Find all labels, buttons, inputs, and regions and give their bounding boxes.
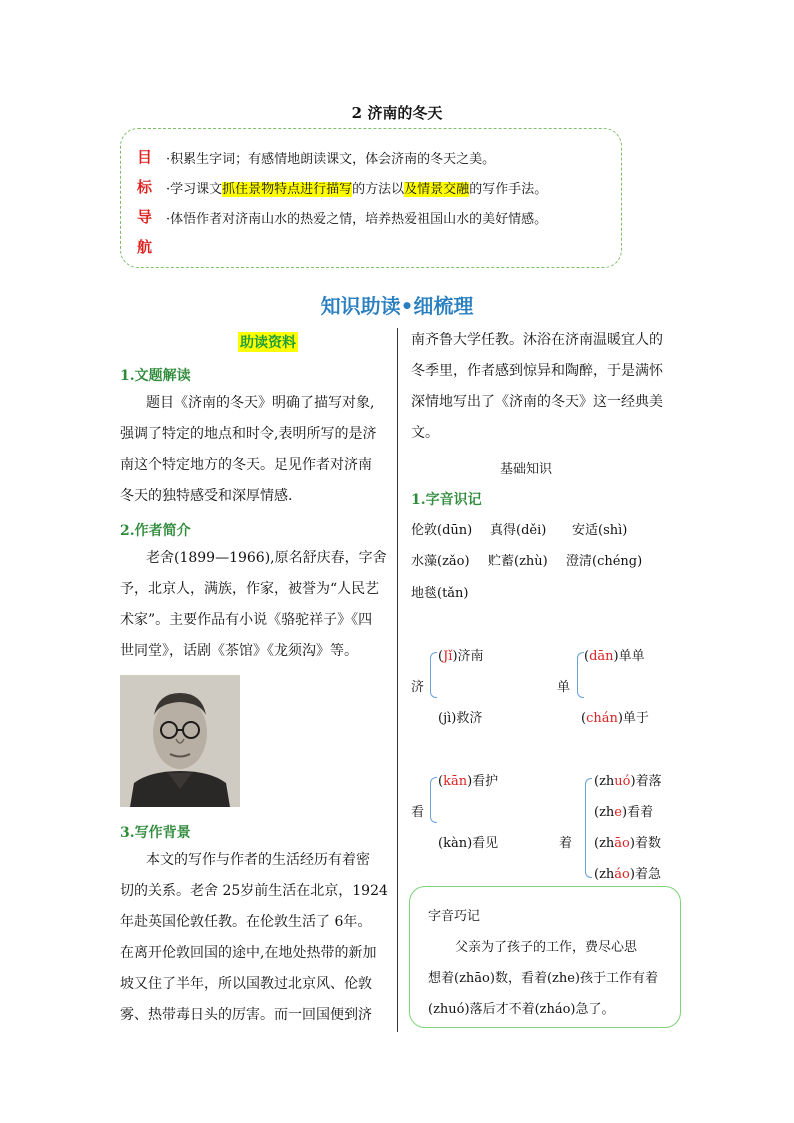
poly-dan-2 [581, 707, 649, 726]
poly-dan-char: 单 [557, 680, 571, 695]
poly-kan-bracket [430, 777, 437, 823]
para-3-line-2: 切的关系。老舍 25岁前生活在北京，1924 [120, 883, 388, 899]
poly-dan-2-open: ( [581, 711, 587, 726]
poly-ji-1 [438, 645, 484, 664]
poly-zhe-3-word: )着数 [629, 836, 661, 851]
poly-dan-1-open: ( [584, 649, 590, 664]
goal-line-3: ·体悟作者对济南山水的热爱之情，培养热爱祖国山水的美好情感。 [166, 212, 548, 227]
para-1-line-4: 冬天的独特感受和深厚情感. [120, 488, 293, 504]
goal-highlight-1: 抓住景物特点进行描写 [222, 182, 353, 197]
poly-ji-2 [438, 707, 482, 726]
para-2-line-1: 老舍(1899—1966),原名舒庆春，字舍 [146, 550, 387, 566]
poly-zhe-2-prefix: (zh [594, 805, 615, 820]
tip-title: 字音巧记 [428, 909, 481, 924]
poly-dan-1 [584, 645, 645, 664]
goal-line-1: ·积累生字词；有感情地朗读课文，体会济南的冬天之美。 [166, 152, 496, 167]
poly-dan-1-word: )单单 [613, 649, 645, 664]
poly-zhe-4-prefix: (zh [594, 867, 615, 882]
poly-ji-2-pinyin: jì [443, 711, 452, 726]
word-zhuxu: 贮蓄(zhù) [488, 554, 548, 569]
poly-kan-2 [438, 832, 498, 851]
poly-zhe-4-tone: áo [614, 867, 630, 882]
heading-author-intro: 2.作者简介 [120, 523, 191, 539]
goal-label-3: 导 [137, 208, 153, 226]
poly-zhe-3-tone: āo [614, 836, 630, 851]
poly-zhe-2-tone: e [614, 805, 622, 820]
heading-title-interpretation: 1.文题解读 [120, 368, 191, 384]
poly-ji-2-open: ( [438, 711, 444, 726]
poly-kan-2-pinyin: kàn [443, 836, 468, 851]
tip-line-2: 想着(zhāo)数，看着(zhe)孩于工作有着 [428, 971, 659, 986]
basic-knowledge-heading: 基础知识 [500, 462, 553, 477]
poly-kan-1-word: )看护 [467, 774, 499, 789]
para-3-line-1: 本文的写作与作者的生活经历有着密 [146, 852, 370, 868]
section-title: 知识助读•细梳理 [320, 294, 474, 318]
heading-writing-background: 3.写作背景 [120, 825, 191, 841]
poly-dan-2-pinyin: chán [586, 711, 618, 726]
author-photo [120, 675, 240, 807]
poly-dan-1-pinyin: dān [589, 649, 614, 664]
poly-zhe-1-prefix: (zh [594, 774, 615, 789]
poly-kan-1 [438, 770, 498, 789]
para-1-line-1: 题目《济南的冬天》明确了描写对象, [146, 395, 375, 411]
poly-zhe-2 [594, 801, 653, 820]
poly-zhe-3-prefix: (zh [594, 836, 615, 851]
word-lundun: 伦敦(dūn) [411, 523, 473, 538]
goal-label-2: 标 [137, 178, 153, 196]
goal-line-2-part-b: 的方法以 [352, 182, 405, 197]
para-3-line-5: 坡又住了半年，所以国教过北京风、伦敦 [120, 976, 372, 992]
para-1-line-2: 强调了特定的地点和时令,表明所写的是济 [120, 426, 377, 442]
para-3-line-3: 年赴英国伦敦任教。在伦敦生活了 6年。 [120, 914, 372, 930]
poly-kan-2-open: ( [438, 836, 444, 851]
para-2-line-3: 术家”。主要作品有小说《骆驼祥子》《四 [120, 612, 373, 628]
reading-material-badge: 助读资料 [238, 332, 298, 352]
para-2-line-4: 世同堂》，话剧《茶馆》《龙须沟》等。 [120, 643, 358, 659]
lesson-title: 2 济南的冬天 [351, 104, 443, 122]
poly-zhe-3 [594, 832, 661, 851]
column-divider [397, 328, 398, 1032]
poly-ji-2-word: )救济 [451, 711, 483, 726]
word-zhendei: 真得(děi) [490, 523, 547, 538]
goal-line-2 [166, 178, 547, 197]
goal-line-2-part-a: ·学习课文 [166, 182, 223, 197]
poly-zhe-1-tone: uó [614, 774, 631, 789]
goal-line-2-part-c: 的写作手法。 [469, 182, 548, 197]
para-cont-line-3: 深情地写出了《济南的冬天》这一经典美 [411, 394, 663, 410]
poly-zhe-bracket [585, 778, 592, 878]
poly-zhe-4-word: )着急 [629, 867, 661, 882]
para-3-line-4: 在离开伦敦回国的途中,在地处热带的新加 [120, 945, 377, 961]
poly-dan-bracket [577, 652, 584, 698]
word-shuizao: 水藻(zǎo) [411, 554, 470, 569]
para-cont-line-4: 文。 [411, 425, 439, 441]
tip-line-3: (zhuó)落后才不着(zháo)急了。 [428, 1002, 615, 1017]
para-3-line-6: 雾、热带毒日头的厉害。而一回国便到济 [120, 1007, 372, 1023]
poly-zhe-4 [594, 863, 661, 882]
poly-kan-1-pinyin: kān [443, 774, 468, 789]
para-cont-line-2: 冬季里，作者感到惊异和陶醉，于是满怀 [411, 363, 663, 379]
heading-pronunciation: 1.字音识记 [411, 492, 482, 508]
goal-highlight-2: 及情景交融 [404, 182, 470, 197]
para-2-line-2: 予，北京人，满族，作家，被誉为“人民艺 [120, 581, 380, 597]
goal-label-1: 目 [137, 148, 153, 166]
poly-ji-bracket [430, 652, 437, 698]
poly-ji-1-open: ( [438, 649, 444, 664]
poly-zhe-1-word: )着落 [630, 774, 662, 789]
poly-kan-1-open: ( [438, 774, 444, 789]
poly-zhe-1 [594, 770, 662, 789]
poly-ji-char: 济 [411, 680, 425, 695]
poly-kan-char: 看 [411, 805, 425, 820]
poly-kan-2-word: )看见 [467, 836, 499, 851]
poly-zhe-2-word: )看着 [622, 805, 654, 820]
poly-dan-2-word: )单于 [617, 711, 649, 726]
tip-line-1: 父亲为了孩子的工作，费尽心思 [455, 940, 638, 955]
poly-ji-1-word: )济南 [452, 649, 484, 664]
word-anshi: 安适(shì) [572, 523, 628, 538]
poly-zhe-char: 着 [559, 836, 573, 851]
para-1-line-3: 南这个特定地方的冬天。足见作者对济南 [120, 457, 372, 473]
poly-ji-1-pinyin: Jǐ [443, 649, 453, 664]
goal-label-4: 航 [137, 238, 153, 256]
word-chengqing: 澄清(chéng) [566, 554, 643, 569]
para-cont-line-1: 南齐鲁大学任教。沐浴在济南温暖宜人的 [411, 332, 663, 348]
word-ditan: 地毯(tǎn) [411, 586, 469, 601]
